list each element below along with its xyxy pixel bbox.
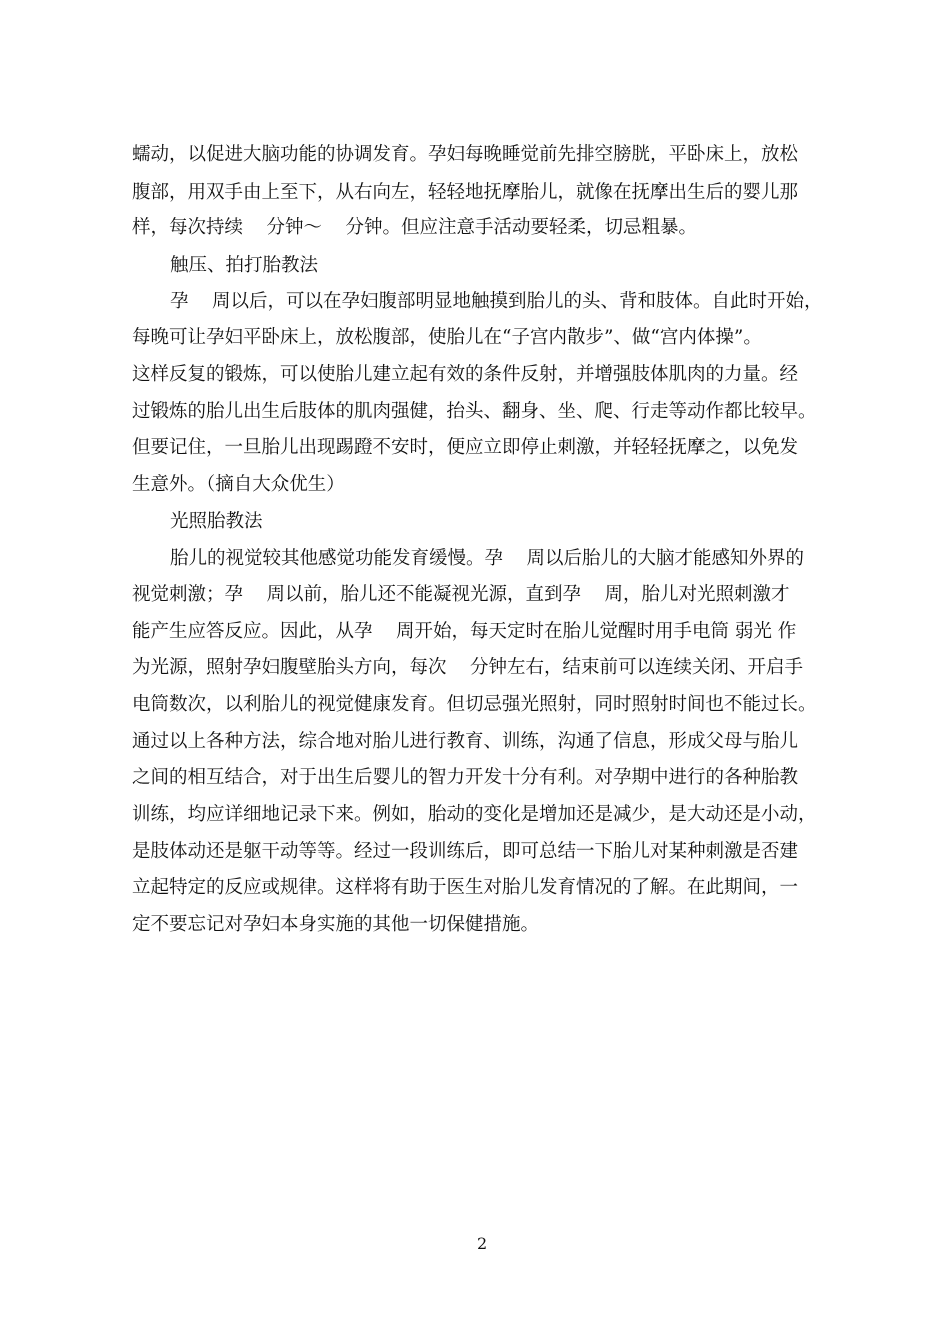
body-text-line: 之间的相互结合，对于出生后婴儿的智力开发十分有利。对孕期中进行的各种胎教	[132, 767, 799, 788]
page-number: 2	[477, 1234, 488, 1253]
body-text-line: 这样反复的锻炼，可以使胎儿建立起有效的条件反射，并增强肢体肌肉的力量。经	[132, 364, 799, 385]
body-text-line: 腹部，用双手由上至下，从右向左，轻轻地抚摩胎儿，就像在抚摩出生后的婴儿那	[132, 182, 799, 203]
body-text-line: 是肢体动还是躯干动等等。经过一段训练后，即可总结一下胎儿对某种刺激是否建	[132, 841, 799, 862]
body-text-line: 为光源，照射孕妇腹壁胎头方向，每次 分钟左右，结束前可以连续关闭、开启手	[132, 657, 804, 678]
body-text-line: 定不要忘记对孕妇本身实施的其他一切保健措施。	[132, 914, 540, 935]
section-heading: 光照胎教法	[170, 511, 263, 532]
body-text-line: 通过以上各种方法，综合地对胎儿进行教育、训练，沟通了信息，形成父母与胎儿	[132, 731, 799, 752]
body-text-line: 过锻炼的胎儿出生后肢体的肌肉强健，抬头、翻身、坐、爬、行走等动作都比较早。	[132, 401, 817, 422]
body-text-line: 电筒数次，以利胎儿的视觉健康发育。但切忌强光照射，同时照射时间也不能过长。	[132, 694, 817, 715]
body-text-line: 胎儿的视觉较其他感觉功能发育缓慢。孕 周以后胎儿的大脑才能感知外界的	[170, 548, 805, 569]
body-text-line: 孕 周以后，可以在孕妇腹部明显地触摸到胎儿的头、背和肢体。自此时开始，	[170, 291, 823, 312]
body-text-line: 每晚可让孕妇平卧床上，放松腹部，使胎儿在“子宫内散步”、做“宫内体操”。	[132, 327, 762, 348]
body-text-line: 立起特定的反应或规律。这样将有助于医生对胎儿发育情况的了解。在此期间，一	[132, 877, 799, 898]
body-text-line: 视觉刺激；孕 周以前，胎儿还不能凝视光源，直到孕 周，胎儿对光照刺激才	[132, 584, 790, 605]
body-text-line: 生意外。（摘自大众优生）	[132, 474, 345, 495]
body-text-line: 蠕动，以促进大脑功能的协调发育。孕妇每晚睡觉前先排空膀胱，平卧床上，放松	[132, 144, 799, 165]
body-text-line: 样，每次持续 分钟～ 分钟。但应注意手活动要轻柔，切忌粗暴。	[132, 217, 698, 238]
body-text-line: 训练，均应详细地记录下来。例如，胎动的变化是增加还是减少，是大动还是小动，	[132, 804, 817, 825]
body-text-line: 能产生应答反应。因此，从孕 周开始，每天定时在胎儿觉醒时用手电筒 弱光 作	[132, 621, 797, 642]
section-heading: 触压、拍打胎教法	[170, 255, 319, 276]
body-text-line: 但要记住，一旦胎儿出现踢蹬不安时，便应立即停止刺激，并轻轻抚摩之，以免发	[132, 437, 799, 458]
